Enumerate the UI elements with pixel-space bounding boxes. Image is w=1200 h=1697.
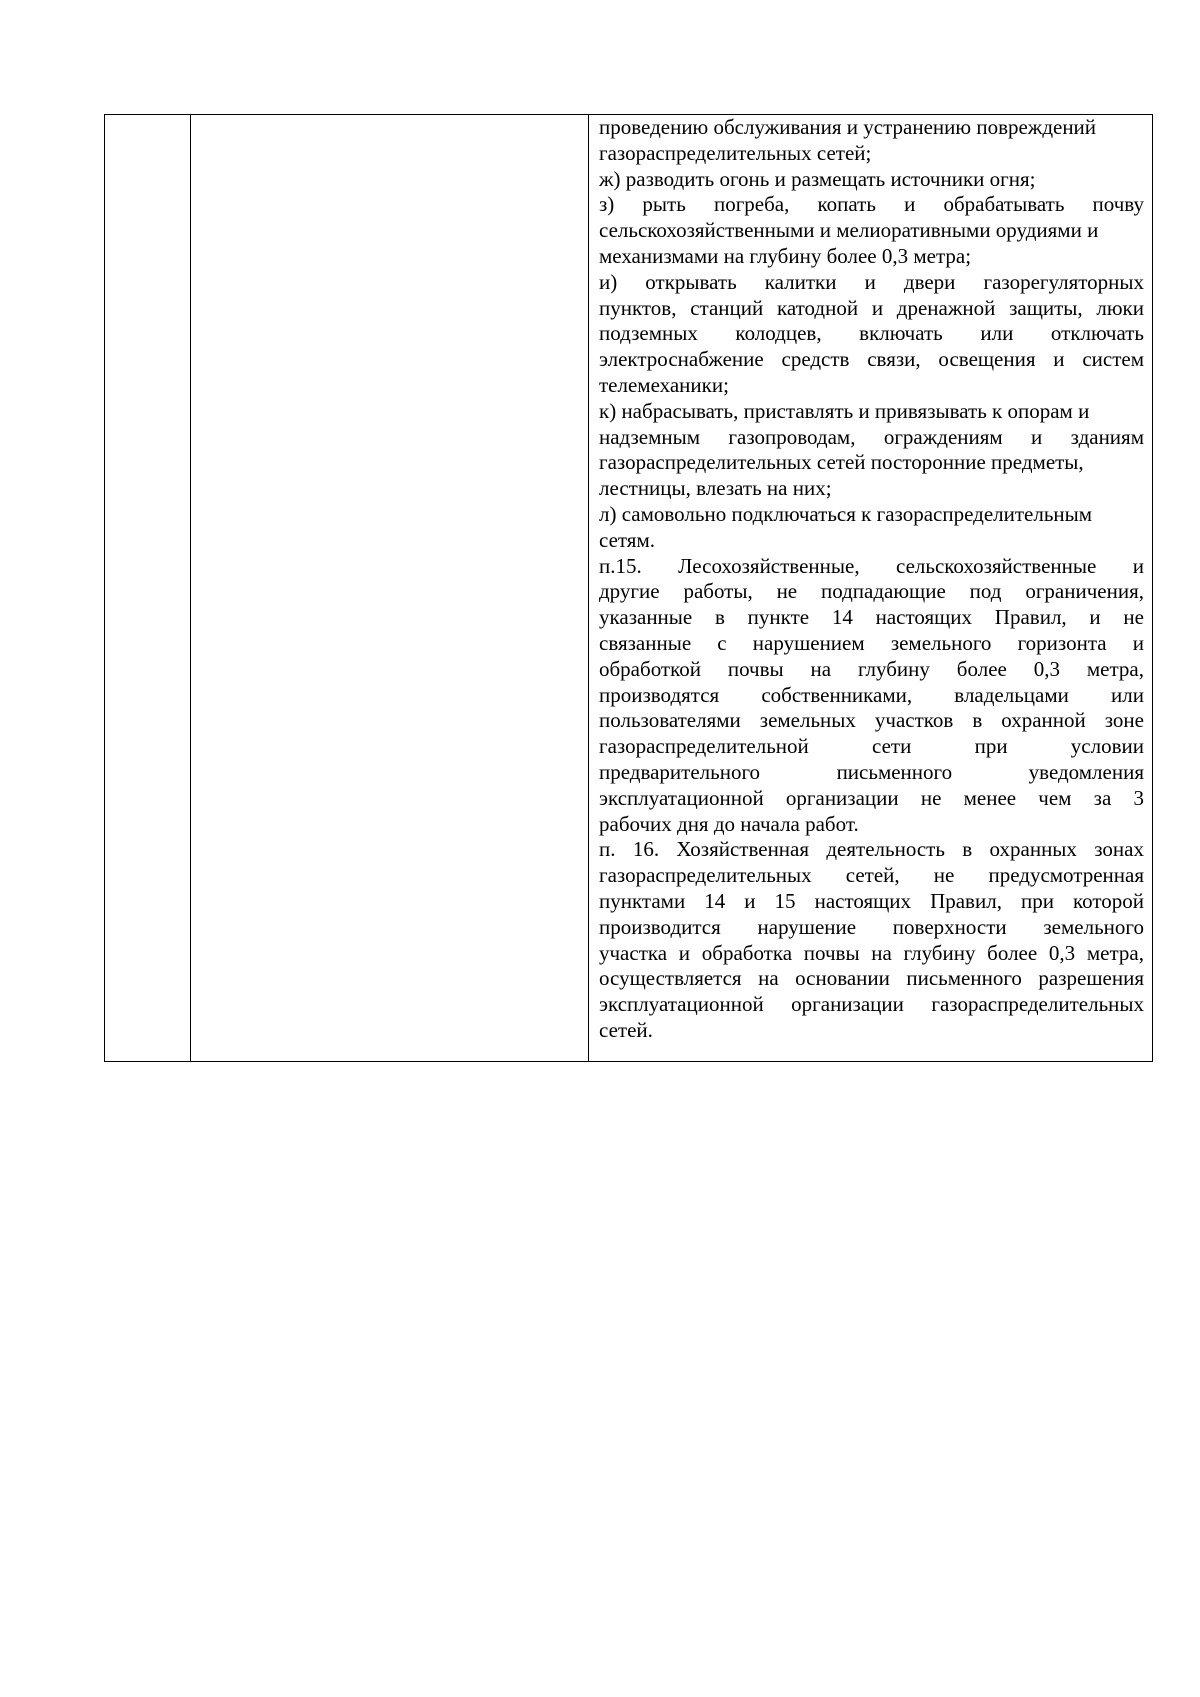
text-line: к) набрасывать, приставлять и привязывать к опорам и	[599, 398, 1090, 423]
table-cell-text	[599, 115, 1144, 1044]
text-line: сетей.	[599, 1017, 653, 1042]
text-line: осуществляется на основании письменного разрешения	[599, 966, 1144, 991]
text-line: указанные в пункте 14 настоящих Правил, и не	[599, 605, 1144, 630]
text-line: подземных колодцев, включать или отключать	[599, 321, 1144, 346]
column-divider-1	[190, 115, 191, 1061]
text-line: предварительного письменного уведомления	[599, 759, 1144, 784]
text-line: сетям.	[599, 527, 655, 552]
document-table	[104, 114, 1153, 1062]
text-line: газораспределительной сети при условии	[599, 734, 1144, 759]
text-line: п.15. Лесохозяйственные, сельскохозяйственные и	[599, 553, 1144, 578]
text-line: з) рыть погреба, копать и обрабатывать почву	[599, 192, 1144, 217]
text-line: эксплуатационной организации не менее чем за 3	[599, 785, 1144, 810]
text-line: ж) разводить огонь и размещать источники огня;	[599, 166, 1036, 191]
text-line: другие работы, не подпадающие под ограничения,	[599, 579, 1144, 604]
text-line: эксплуатационной организации газораспределительных	[599, 992, 1144, 1017]
text-line: газораспределительных сетей;	[599, 140, 872, 165]
text-line: проведению обслуживания и устранению повреждений	[599, 115, 1097, 139]
text-line: механизмами на глубину более 0,3 метра;	[599, 243, 972, 268]
text-line: и) открывать калитки и двери газорегуляторных	[599, 269, 1144, 294]
text-line: п. 16. Хозяйственная деятельность в охранных зонах	[599, 837, 1144, 862]
text-line: надземным газопроводам, ограждениям и зданиям	[599, 424, 1144, 449]
text-line: л) самовольно подключаться к газораспределительным	[599, 501, 1093, 526]
text-line: телемеханики;	[599, 372, 729, 397]
text-line: газораспределительных сетей посторонние предметы,	[599, 450, 1084, 475]
text-line: электроснабжение средств связи, освещения и систем	[599, 347, 1144, 372]
text-line: производится нарушение поверхности земельного	[599, 914, 1144, 939]
text-line: пунктами 14 и 15 настоящих Правил, при которой	[599, 888, 1144, 913]
column-divider-2	[588, 115, 589, 1061]
text-line: пунктов, станций катодной и дренажной защиты, люки	[599, 295, 1144, 320]
text-line: сельскохозяйственными и мелиоративными орудиями и	[599, 218, 1099, 243]
text-line: участка и обработка почвы на глубину более 0,3 метра,	[599, 940, 1144, 965]
text-line: рабочих дня до начала работ.	[599, 811, 859, 836]
text-line: связанные с нарушением земельного горизонта и	[599, 630, 1144, 655]
text-line: пользователями земельных участков в охранной зоне	[599, 708, 1144, 733]
text-line: газораспределительных сетей, не предусмотренная	[599, 863, 1144, 888]
text-line: лестницы, влезать на них;	[599, 476, 832, 501]
text-line: производятся собственниками, владельцами или	[599, 682, 1144, 707]
text-line: обработкой почвы на глубину более 0,3 метра,	[599, 656, 1144, 681]
